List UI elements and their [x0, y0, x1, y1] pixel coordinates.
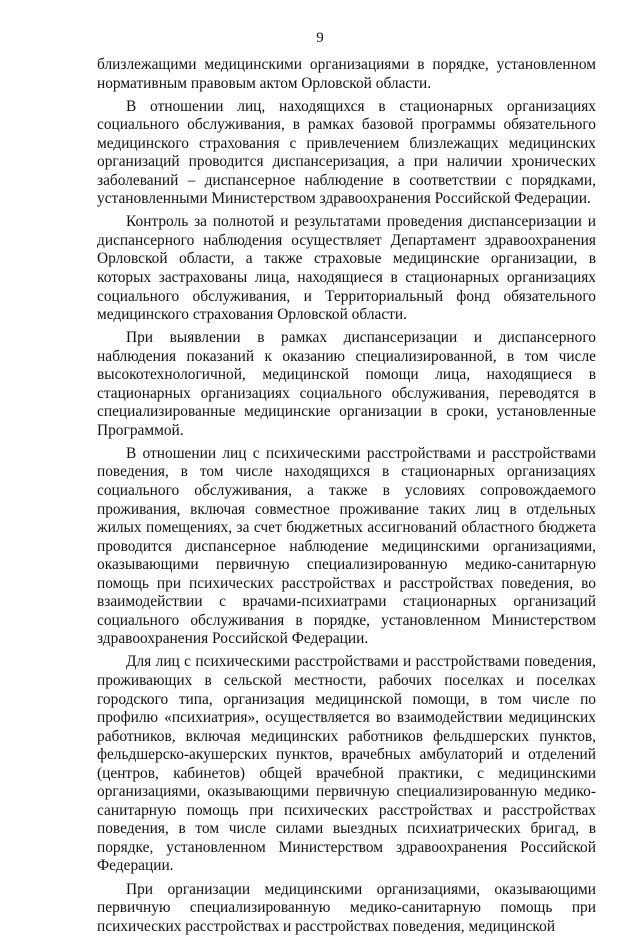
paragraph-continuation: близлежащими медицинскими организациями в порядке, установленном нормативным правовым актом Орловской области. — [97, 56, 596, 92]
page-number: 9 — [316, 30, 324, 46]
paragraph-rural-psychiatry: Для лиц с психическими расстройствами и расстройствами поведения, проживающих в сельской местности, рабочих поселках и поселках городского типа, организация медицинской помощи, в том числе по профилю «психиатрия», осуществляется во взаимодействии медицинских работников, включая медицинских работников фельдшерских пунктов, фельдшерско-акушерских пунктов, врачебных амбулаторий и отделений (центров, кабинетов) общей врачебной практики, с медицинскими организациями, оказывающими первичную специализированную медико-санитарную помощь при психических расстройствах и расстройствах поведения, в том числе силами выездных психиатрических бригад, в порядке, установленном Министерством здравоохранения Российской Федерации. — [97, 653, 596, 875]
document-body — [97, 56, 596, 936]
paragraph-mental-disorders-observation: В отношении лиц с психическими расстройствами и расстройствами поведения, в том числе находящихся в стационарных организациях социального обслуживания, а также в условиях сопровождаемого проживания, включая совместное проживание таких лиц в отдельных жилых помещениях, за счет бюджетных ассигнований областного бюджета проводится диспансерное наблюдение медицинскими организациями, оказывающими первичную специализированную медико-санитарную помощь при психических расстройствах и расстройствах поведения, во взаимодействии с врачами-психиатрами стационарных организаций социального обслуживания в порядке, установленном Министерством здравоохранения Российской Федерации. — [97, 444, 596, 648]
paragraph-control-oversight: Контроль за полнотой и результатами проведения диспансеризации и диспансерного наблюдения осуществляет Департамент здравоохранения Орловской области, а также страховые медицинские организации, в которых застрахованы лица, находящиеся в стационарных организациях социального обслуживания, и Территориальный фонд обязательного медицинского страхования Орловской области. — [97, 213, 596, 324]
paragraph-specialized-referral: При выявлении в рамках диспансеризации и диспансерного наблюдения показаний к оказанию специализированной, в том числе высокотехнологичной, медицинской помощи лица, находящиеся в стационарных организациях социального обслуживания, переводятся в специализированные медицинские организации в сроки, установленные Программой. — [97, 329, 596, 439]
paragraph-organization-care: При организации медицинскими организациями, оказывающими первичную специализированную медико-санитарную помощь при психических расстройствах и расстройствах поведения, медицинской — [97, 880, 596, 935]
paragraph-dispensary-social-care: В отношении лиц, находящихся в стационарных организациях социального обслуживания, в рамках базовой программы обязательного медицинского страхования с привлечением близлежащих медицинских организаций проводится диспансеризация, а при наличии хронических заболеваний – диспансерное наблюдение в соответствии с порядками, установленными Министерством здравоохранения Российской Федерации. — [97, 97, 596, 208]
